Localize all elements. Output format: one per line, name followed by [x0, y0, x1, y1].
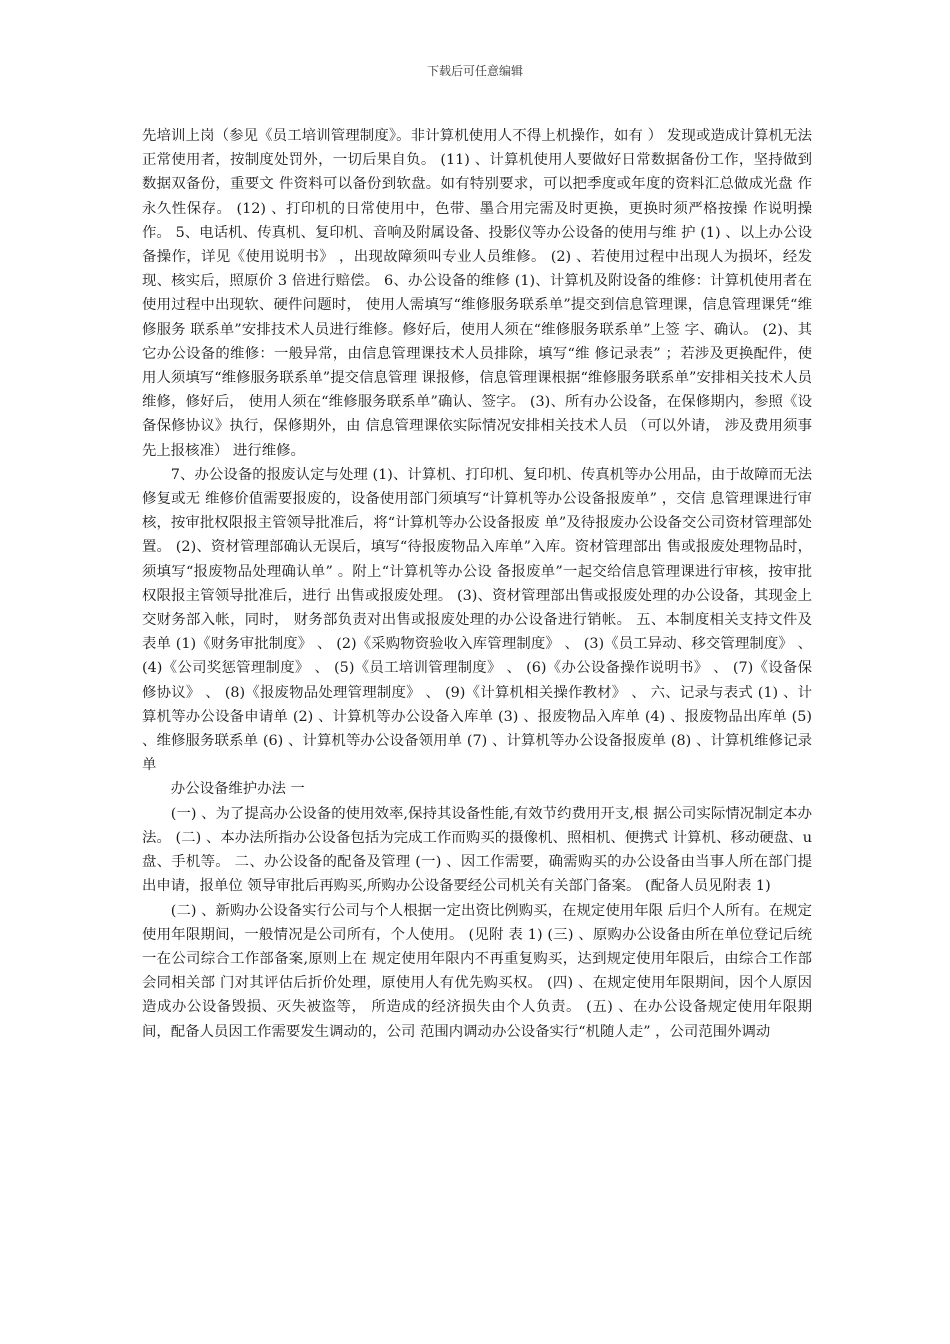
paragraph-disposal: 7、办公设备的报废认定与处理 (1)、计算机、打印机、复印机、传真机等办公用品，由于故障而无法修复或无 维修价值需要报废的，设备使用部门须填写“计算机等办公设备报废单” ，交信 息管理课进行审核，按审批权限报主管领导批准后，将“计算机等办公设备报废 单”及待报废办公设备交公司资材管理部处置。 (2)、资材管理部确认无误后，填写“待报废物品入库单”入库。资材管理部出 售或报废处理物品时，须填写“报废物品处理确认单” 。附上“计算机等办公设 备报废单”一起交给信息管理课进行审核，按审批权限报主管领导批准后，进行 出售或报废处理。 (3)、资材管理部出售或报废处理的办公设备，其现金上交财务部入帐，同时， 财务部负责对出售或报废处理的办公设备进行销帐。 五、本制度相关支持文件及表单 (1)《财务审批制度》 、 (2)《采购物资验收入库管理制度》 、 (3)《员工异动、移交管理制度》 、 (4)《公司奖惩管理制度》 、 (5)《员工培训管理制度》 、 (6)《办公设备操作说明书》 、 (7)《设备保修协议》 、 (8)《报废物品处理管理制度》 、 (9)《计算机相关操作教材》 、 六、记录与表式 (1) 、计算机等办公设备申请单 (2) 、计算机等办公设备入库单 (3) 、报废物品入库单 (4) 、报废物品出库单 (5) 、维修服务联系单 (6) 、计算机等办公设备领用单 (7) 、计算机等办公设备报废单 (8) 、计算机维修记录单 — [142, 466, 812, 774]
section-heading: 办公设备维护办法 一 — [170, 781, 305, 798]
download-note: 下载后可任意编辑 — [426, 64, 523, 78]
paragraph-general: (一) 、为了提高办公设备的使用效率,保持其设备性能,有效节约费用开支,根 据公司实际情况制定本办法。 (二) 、本办法所指办公设备包括为完成工作而购买的摄像机、照相机、便携式 计算机、移动硬盘、u 盘、手机等。 二、办公设备的配备及管理 (一) 、因工作需要，确需购买的办公设备由当事人所在部门提出申请，报单位 领导审批后再购买,所购办公设备要经公司机关有关部门备案。 (配备人员见附表 1) — [142, 805, 812, 895]
paragraph-maintenance: 先培训上岗（参见《员工培训管理制度》。非计算机使用人不得上机操作，如有 ） 发现或造成计算机无法正常使用者，按制度处罚外，一切后果自负。 (11) 、计算机使用人要做好日常数据备份工作，坚持做到数据双备份，重要文 件资料可以备份到软盘。如有特别要求，可以把季度或年度的资料汇总做成光盘 作永久性保存。 (12) 、打印机的日常使用中，色带、墨合用完需及时更换，更换时须严格按操 作说明操作。 5、电话机、传真机、复印机、音响及附属设备、投影仪等办公设备的使用与维 护 (1) 、以上办公设备操作，详见《使用说明书》 ，出现故障须叫专业人员维修。 (2) 、若使用过程中出现人为损坏，经发现、核实后，照原价 3 倍进行赔偿。 6、办公设备的维修 (1)、计算机及附设备的维修：计算机使用者在使用过程中出现软、硬件问题时， 使用人需填写“维修服务联系单”提交到信息管理课，信息管理课凭“维修服务 联系单”安排技术人员进行维修。修好后，使用人须在“维修服务联系单”上签 字、确认。 (2)、其它办公设备的维修：一般异常，由信息管理课技术人员排除，填写“维 修记录表” ；若涉及更换配件，使用人须填写“维修服务联系单”提交信息管理 课报修，信息管理课根据“维修服务联系单”安排相关技术人员维修，修好后， 使用人须在“维修服务联系单”确认、签字。 (3)、所有办公设备，在保修期内，参照《设备保修协议》执行，保修期外，由 信息管理课依实际情况安排相关技术人员 （可以外请， 涉及费用须事先上报核准） 进行维修。 — [142, 128, 812, 459]
document-body — [142, 124, 812, 1044]
paragraph-purchase: (二) 、新购办公设备实行公司与个人根据一定出资比例购买，在规定使用年限 后归个人所有。在规定使用年限期间，一般情况是公司所有，个人使用。 (见附 表 1) (三) 、原购办公设备由所在单位登记后统一在公司综合工作部备案,原则上在 规定使用年限内不再重复购买，达到规定使用年限后，由综合工作部会同相关部 门对其评估后折价处理，原使用人有优先购买权。 (四) 、在规定使用年限期间，因个人原因造成办公设备毁损、灭失被盗等， 所造成的经济损失由个人负责。 (五) 、在办公设备规定使用年限期间，配备人员因工作需要发生调动的，公司 范围内调动办公设备实行“机随人走” ，公司范围外调动 — [142, 902, 812, 1040]
